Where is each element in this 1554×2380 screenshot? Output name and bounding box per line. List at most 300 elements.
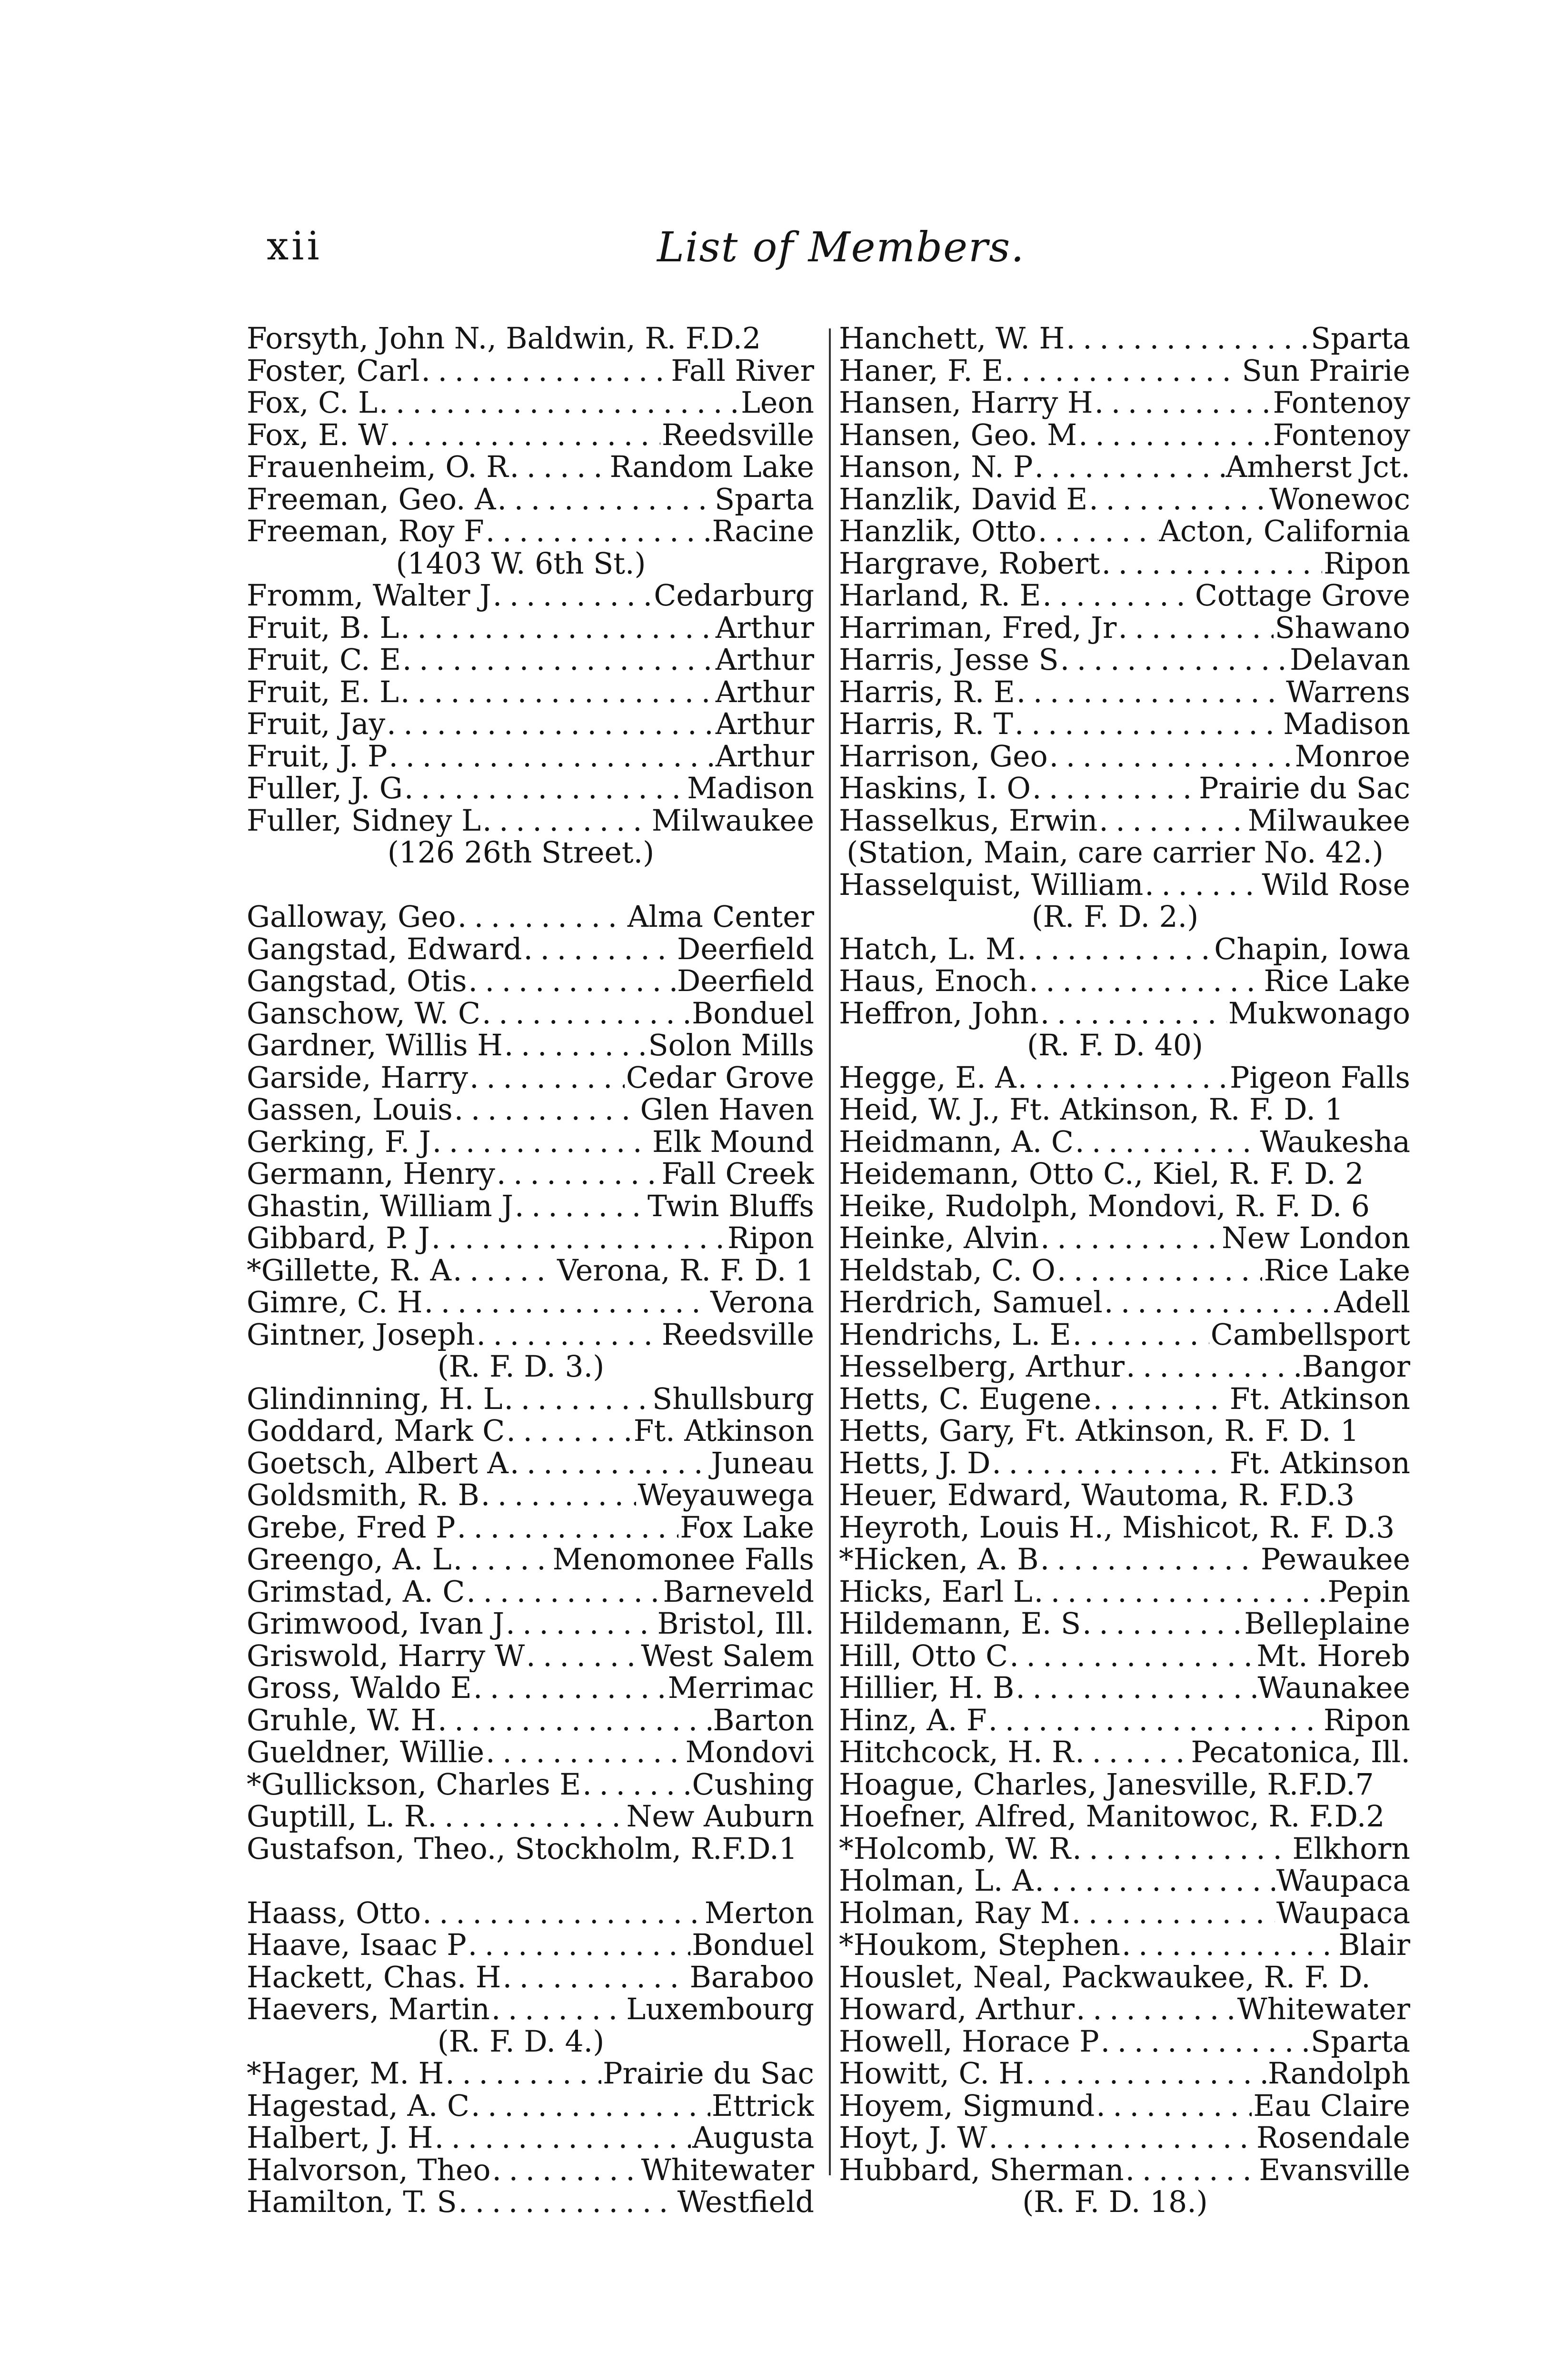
member-entry [839,1415,1410,1448]
dot-leader [468,1929,690,1962]
dot-leader [506,1415,632,1448]
member-location: Warrens [1286,676,1410,708]
member-entry [839,676,1410,709]
dot-leader [498,484,714,516]
member-entry [247,1126,814,1159]
member-name: Fruit, J. P [247,740,388,773]
member-location: Waukesha [1260,1126,1410,1158]
member-name: Hansen, Geo. M [839,419,1077,451]
member-location: Bristol, Ill. [657,1608,814,1640]
member-location: Shawano [1275,612,1410,644]
member-name: Hanzlik, Otto [839,516,1036,548]
member-entry [839,1640,1410,1673]
member-location: Sparta [1311,2025,1410,2058]
dot-leader [510,1448,710,1480]
member-location: Baraboo [689,1961,814,1993]
member-name: Gintner, Joseph [247,1319,475,1351]
member-entry [247,1801,814,1833]
member-location: Fontenoy [1273,419,1410,451]
dot-leader [428,1801,625,1833]
member-entry [839,1255,1410,1287]
member-entry [247,1929,814,1962]
dot-leader [482,805,650,837]
member-location: Pigeon Falls [1229,1061,1410,1094]
member-location: Rice Lake [1264,1254,1410,1287]
member-location: Arthur [715,612,814,644]
member-name: Halbert, J. H [247,2122,433,2154]
member-entry [247,1962,814,1994]
dot-leader [473,1672,667,1705]
member-location: Rice Lake [1264,965,1410,998]
member-entry [839,612,1410,645]
dot-leader [1015,708,1282,741]
member-location: Reedsville [661,1319,814,1351]
dot-leader [524,933,676,966]
member-name: Greengo, A. L [247,1544,452,1576]
member-name: Gross, Waldo E [247,1672,472,1705]
dot-leader [424,1287,709,1319]
dot-leader [493,580,653,612]
member-location: Bonduel [692,997,814,1030]
member-column-left [247,323,814,2219]
member-name: Heid, W. J., Ft. Atkinson, R. F. D. 1 [839,1094,1344,1126]
member-entry [839,805,1410,837]
member-address-line: (R. F. D. 3.) [437,1349,605,1384]
dot-leader [1009,1640,1255,1673]
dot-leader [992,1448,1228,1480]
dot-leader [404,773,686,805]
member-location: Amherst Jct. [1225,451,1410,484]
member-name: Harland, R. E [839,580,1041,612]
member-entry [839,1705,1410,1737]
member-location: West Salem [641,1640,814,1672]
member-address-line: (126 26th Street.) [387,835,655,870]
member-location: Prairie du Sac [1199,773,1410,805]
member-entry [839,708,1410,741]
member-entry [247,644,814,676]
dot-leader [1096,2090,1252,2122]
dot-leader [379,387,739,419]
member-location: Luxembourg [626,1993,814,2026]
member-address-line: (1403 W. 6th St.) [396,546,646,581]
member-name: Ghastin, William J [247,1190,514,1222]
member-entry [839,1769,1410,1801]
member-name: Haave, Isaac P [247,1929,467,1962]
member-location: Fontenoy [1273,387,1410,419]
dot-leader [1093,1383,1228,1416]
member-entry [247,1415,814,1448]
dot-leader [988,2122,1255,2154]
member-entry [839,2058,1410,2090]
member-entry [839,1062,1410,1094]
member-name: Herdrich, Samuel [839,1287,1103,1319]
member-name: Hackett, Chas. H [247,1961,501,1993]
member-name: Haskins, I. O [839,773,1031,805]
member-entry [839,1865,1410,1897]
member-name: *Gullickson, Charles E [247,1768,581,1801]
member-location: Bangor [1302,1351,1410,1383]
member-entry [247,1062,814,1094]
member-location: Juneau [711,1447,814,1479]
dot-leader [1016,1672,1256,1705]
member-location: Arthur [715,708,814,741]
member-name: Hegge, E. A [839,1061,1016,1094]
column-divider [829,328,831,2175]
dot-leader [486,516,711,548]
member-entry [839,2090,1410,2122]
member-name: Gangstad, Edward [247,933,522,965]
dot-leader [458,2186,676,2219]
member-location: Augusta [692,2122,814,2154]
member-entry [247,1287,814,1319]
member-entry [247,323,814,355]
member-name: Hamilton, T. S [247,2186,457,2219]
member-entry [839,1479,1410,1512]
member-entry [839,2122,1410,2154]
member-entry [247,1544,814,1576]
member-name: Freeman, Roy F [247,516,484,548]
member-entry [839,741,1410,773]
dot-leader [457,1512,679,1544]
dot-leader [467,1576,662,1608]
member-entry [839,1929,1410,1962]
member-location: Mt. Horeb [1256,1640,1410,1672]
member-name: Hagestad, A. C [247,2090,470,2122]
dot-leader [1102,548,1322,580]
member-entry [839,1512,1410,1544]
dot-leader [515,1190,646,1223]
member-name: Gimre, C. H [247,1287,423,1319]
member-name: Freeman, Geo. A [247,483,496,516]
member-name: Fruit, Jay [247,708,386,741]
member-name: Hoague, Charles, Janesville, R.F.D.7 [839,1768,1374,1801]
dot-leader [1072,1833,1291,1865]
member-location: Reedsville [661,419,814,451]
member-entry [247,2090,814,2122]
member-entry [839,773,1410,805]
member-location: Racine [712,516,814,548]
member-entry [839,419,1410,452]
dot-leader [510,451,608,484]
member-location: Elk Mound [652,1126,814,1158]
member-entry [839,1833,1410,1865]
member-name: Gruhle, W. H [247,1704,437,1736]
dot-leader [1101,2026,1309,2058]
member-entry [839,2026,1410,2058]
member-entry [839,1158,1410,1190]
member-entry [247,580,814,612]
dot-leader [1034,1576,1326,1608]
member-name: Glindinning, H. L [247,1383,503,1415]
member-address-line: (R. F. D. 18.) [1022,2185,1208,2219]
dot-leader [481,1479,637,1512]
member-location: Chapin, Iowa [1214,933,1410,965]
dot-leader [445,2058,601,2090]
member-location: Ft. Atkinson [633,1415,814,1448]
member-name: Holman, L. A [839,1865,1034,1897]
member-name: Heidemann, Otto C., Kiel, R. F. D. 2 [839,1158,1364,1190]
member-entry [247,1769,814,1801]
member-location: Cushing [692,1768,814,1801]
dot-leader [1126,1351,1301,1383]
member-location: Belleplaine [1244,1608,1410,1640]
member-entry [839,1608,1410,1640]
dot-leader [1017,933,1213,966]
page-number: xii [267,224,322,269]
member-name: Forsyth, John N., Baldwin, R. F.D.2 [247,323,761,355]
member-entry [247,1479,814,1512]
member-entry [247,1030,814,1062]
dot-leader [1145,869,1260,902]
member-location: Alma Center [627,901,814,933]
member-entry [839,933,1410,966]
dot-leader [504,1030,647,1062]
member-name: Harrison, Geo [839,740,1048,773]
member-name: *Gillette, R. A [247,1254,452,1287]
dot-leader [1122,1929,1337,1962]
member-name: Hatch, L. M [839,933,1016,965]
member-entry [247,2122,814,2154]
dot-leader [1078,419,1271,452]
member-entry [247,516,814,548]
member-location: Cedarburg [654,580,814,612]
member-name: Heldstab, C. O [839,1254,1056,1287]
dot-leader [421,355,670,387]
member-location: Pepin [1327,1576,1410,1608]
dot-leader [491,1993,625,2026]
member-name: Hoefner, Alfred, Manitowoc, R. F.D.2 [839,1801,1385,1833]
member-location: Glen Haven [640,1094,814,1126]
member-entry [839,1993,1410,2026]
member-location: Merrimac [667,1672,814,1705]
member-name: Goldsmith, R. B [247,1479,479,1512]
dot-leader [453,1544,551,1576]
member-entry [839,2154,1410,2187]
member-location: Waupaca [1276,1897,1410,1929]
dot-leader [1040,1222,1220,1255]
member-location: Westfield [677,2186,814,2219]
dot-leader [1049,741,1294,773]
member-name: *Houkom, Stephen [839,1929,1120,1962]
member-name: Holman, Ray M [839,1897,1070,1929]
member-name: Grebe, Fred P [247,1511,456,1544]
member-name: *Hicken, A. B [839,1544,1039,1576]
member-name: Heffron, John [839,997,1039,1030]
member-entry [247,1383,814,1416]
page-header [0,224,1554,276]
member-entry [247,1576,814,1608]
dot-leader [400,676,714,709]
member-name: Hanchett, W. H [839,323,1065,355]
member-name: Germann, Henry [247,1158,495,1190]
member-location: Leon [741,387,814,419]
member-entry [247,933,814,966]
member-name: Heike, Rudolph, Mondovi, R. F. D. 6 [839,1190,1370,1222]
member-entry [247,2058,814,2090]
dot-leader [1072,1897,1275,1930]
member-entry [839,1222,1410,1255]
dot-leader [1104,1287,1333,1319]
dot-leader [432,1126,651,1159]
member-location: Rosendale [1256,2122,1410,2154]
dot-leader [1075,1736,1189,1769]
member-name: Hubbard, Sherman [839,2154,1124,2186]
member-location: Arthur [715,644,814,676]
member-name: Harris, Jesse S [839,644,1059,676]
member-location: Blair [1338,1929,1410,1962]
member-name: Foster, Carl [247,355,420,387]
member-name: Fromm, Walter J [247,580,491,612]
member-name: Heyroth, Louis H., Mishicot, R. F. D.3 [839,1511,1395,1544]
member-address-line: (R. F. D. 4.) [437,2024,605,2059]
dot-leader [1126,2154,1258,2187]
member-entry [247,451,814,484]
member-entry [247,1993,814,2026]
member-name: Hesselberg, Arthur [839,1351,1125,1383]
dot-leader [497,1158,660,1190]
member-name: Houslet, Neal, Packwaukee, R. F. D. [839,1961,1371,1993]
member-name: Goetsch, Albert A [247,1447,508,1479]
member-entry [247,708,814,741]
member-entry [247,901,814,933]
dot-leader [1035,451,1225,484]
member-name: Howard, Arthur [839,1993,1075,2026]
dot-leader [486,1736,684,1769]
member-entry [247,998,814,1030]
member-location: Eau Claire [1253,2090,1410,2122]
member-location: Twin Bluffs [647,1190,814,1222]
member-location: Mondovi [685,1736,814,1769]
dot-leader [1035,1865,1275,1897]
member-location: Fall River [671,355,814,387]
dot-leader [435,2122,691,2154]
member-entry [839,1448,1410,1480]
dot-leader [1060,644,1288,676]
member-entry [839,1319,1410,1351]
member-name: Grimstad, A. C [247,1576,465,1608]
dot-leader [988,1705,1322,1737]
member-entry [839,998,1410,1030]
member-location: Verona [710,1287,814,1319]
member-name: Heinke, Alvin [839,1222,1039,1255]
member-entry [839,1351,1410,1383]
member-name: Hoyem, Sigmund [839,2090,1095,2122]
member-location: Cambellsport [1210,1319,1410,1351]
member-name: Hetts, J. D [839,1447,991,1479]
member-location: Waupaca [1276,1865,1410,1897]
member-entry [247,1640,814,1673]
member-address-line: (Station, Main, care carrier No. 42.) [847,835,1384,870]
dot-leader [1042,580,1193,612]
dot-leader [504,1383,651,1416]
member-location: Wild Rose [1262,869,1410,901]
dot-leader [471,2090,710,2122]
member-name: Hoyt, J. W [839,2122,987,2154]
dot-leader [1005,355,1240,387]
member-location: Evansville [1259,2154,1410,2186]
member-name: Gerking, F. J [247,1126,431,1158]
member-entry [839,580,1410,612]
member-name: Gibbard, P. J [247,1222,430,1255]
dot-leader [387,708,714,741]
dot-leader [1118,612,1273,645]
member-entry [247,387,814,419]
member-entry [247,1158,814,1190]
member-name: Howitt, C. H [839,2058,1025,2090]
member-location: Mukwonago [1228,997,1410,1030]
member-location: Random Lake [609,451,814,484]
dot-leader [422,1897,703,1930]
dot-leader [503,1962,688,1994]
section-gap [247,869,814,902]
member-entry [247,805,814,837]
dot-leader [402,644,714,676]
member-entry [839,451,1410,484]
member-location: Shullsburg [652,1383,814,1415]
dot-leader [492,2154,639,2187]
member-location: Ripon [1324,1704,1410,1736]
member-location: Madison [687,773,814,805]
member-name: Hasselkus, Erwin [839,804,1098,837]
running-title: List of Members. [657,224,1025,271]
member-column-right [839,323,1410,2219]
member-entry [839,1672,1410,1705]
dot-leader [1076,1993,1236,2026]
dot-leader [458,901,626,933]
member-name: Hanson, N. P [839,451,1033,484]
dot-leader [389,419,660,452]
member-name: Fuller, Sidney L [247,804,481,837]
member-location: Sparta [715,483,814,516]
member-location: Arthur [715,740,814,773]
dot-leader [1073,1319,1209,1351]
member-name: Hargrave, Robert [839,547,1100,580]
member-entry [247,1705,814,1737]
member-location: Waunakee [1257,1672,1410,1705]
member-entry [247,1608,814,1640]
member-location: Whitewater [1237,1993,1410,2026]
member-location: Ettrick [711,2090,814,2122]
member-entry [839,1736,1410,1769]
member-name: Fox, C. L [247,387,378,419]
member-name: Hildemann, E. S [839,1608,1081,1640]
member-name: Haevers, Martin [247,1993,490,2026]
member-location: Ft. Atkinson [1229,1447,1410,1479]
member-entry [247,2186,814,2219]
member-entry [247,1094,814,1126]
member-location: Adell [1334,1287,1410,1319]
member-name: Frauenheim, O. R [247,451,508,484]
member-entry [839,1897,1410,1930]
member-entry [247,1512,814,1544]
dot-leader [1082,1608,1243,1640]
member-entry [839,1126,1410,1159]
member-entry [839,484,1410,516]
member-name: Garside, Harry [247,1061,468,1094]
member-name: Haus, Enoch [839,965,1028,998]
member-location: Deerfield [677,965,814,998]
member-location: Randolph [1267,2058,1410,2090]
member-entry [247,1255,814,1287]
member-location: Pewaukee [1261,1544,1410,1576]
member-entry [247,1897,814,1930]
member-name: Fruit, B. L [247,612,399,644]
dot-leader [1066,323,1309,355]
member-name: Goddard, Mark C [247,1415,505,1448]
member-entry [247,1190,814,1223]
member-location: Arthur [715,676,814,708]
member-name: Hillier, H. B [839,1672,1015,1705]
